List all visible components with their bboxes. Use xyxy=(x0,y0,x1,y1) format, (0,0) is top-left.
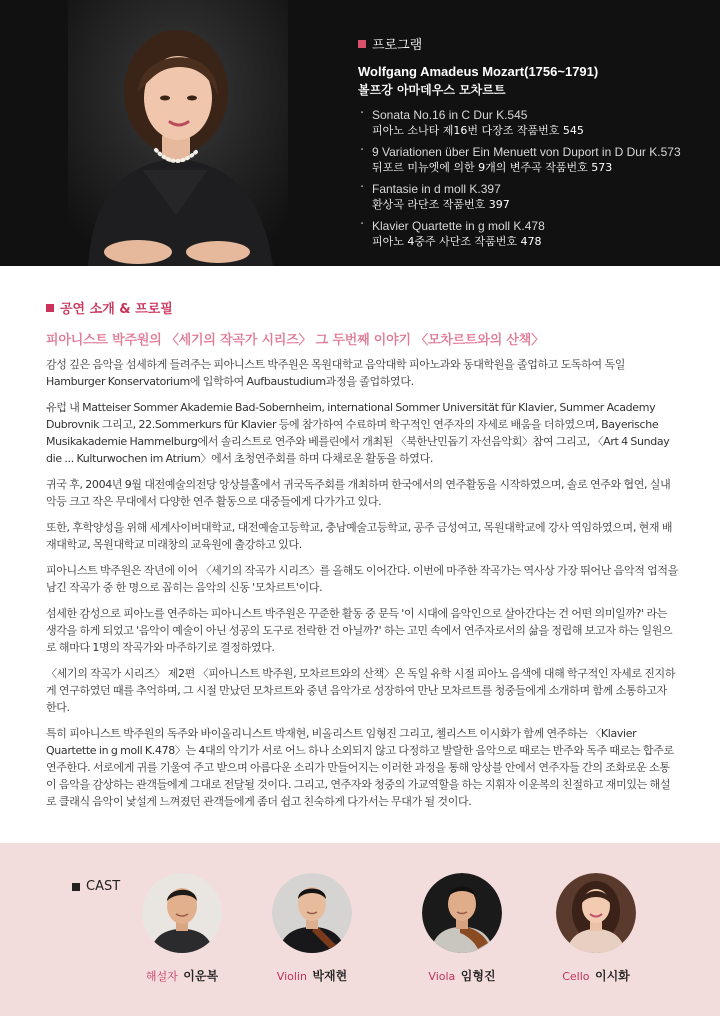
cast-photo xyxy=(142,873,222,953)
cast-role: Violin xyxy=(276,970,307,983)
cast-heading-text: CAST xyxy=(86,879,121,894)
square-bullet-icon xyxy=(72,883,80,891)
program-heading xyxy=(358,34,708,53)
program-heading-text: 프로그램 xyxy=(372,38,423,53)
intro-paragraph: 감성 깊은 음악을 섬세하게 들려주는 피아니스트 박주원은 목원대학교 음악대학 피아노과와 동대학원을 졸업하고 도독하여 독일 Hamburger Konservatorium에 입학하여 Aufbaustudium과정을 졸업하였다. xyxy=(46,358,626,388)
program-work xyxy=(358,144,708,176)
program-work xyxy=(358,107,708,139)
cast-photo xyxy=(272,873,352,953)
intro-paragraph: 또한, 후학양성을 위해 세계사이버대학교, 대전예술고등학교, 충남예술고등학교, 공주 금성여고, 목원대학교에 강사 역임하였으며, 현재 배재대학교, 목원대학교 미래창의 교육원에 출강하고 있다. xyxy=(46,521,673,551)
work-title-ko: 뒤포르 미뉴엣에 의한 9개의 변주곡 작품번호 573 xyxy=(372,161,613,174)
cast-photo xyxy=(422,873,502,953)
cast-label xyxy=(546,967,646,984)
intro-subtitle: 피아니스트 박주원의 〈세기의 작곡가 시리즈〉 그 두번째 이야기 〈모차르트와의 산책〉 xyxy=(46,333,544,348)
intro-paragraph: 유럽 내 Matteiser Sommer Akademie Bad-Sobernheim, international Sommer Universität für Klavier, Summer Academy Dubrovnik 그리고, 22.Sommerkurs für Klavier 등에 참가하여 수료하며 학구적인 연주자의 자세로 배움을 더하였으며, Bayerische Musikakademie Hammelburg에서 솔리스트로 연주와 베를린에서 개최된 〈북한난민돕기 자선음악회〉참여 그리고, 〈Art 4 Sunday die ... Kulturwochen im Atrium〉에서 초청연주회를 하며 다채로운 활동을 하였다. xyxy=(46,401,670,465)
intro-heading-text: 공연 소개 & 프로필 xyxy=(60,302,173,317)
square-bullet-icon xyxy=(46,304,54,312)
cast-section xyxy=(0,843,720,1016)
cast-role: 해설자 xyxy=(145,970,178,983)
cast-role: Viola xyxy=(428,970,456,983)
program-work xyxy=(358,181,708,213)
cast-member xyxy=(546,873,646,984)
work-title-en: · Sonata No.16 in C Dur K.545 xyxy=(372,108,528,122)
program-block xyxy=(358,34,708,255)
composer-name-en: Wolfgang Amadeus Mozart(1756~1791) xyxy=(358,64,599,79)
pianist-portrait xyxy=(68,0,288,266)
square-bullet-icon xyxy=(358,40,366,48)
intro-paragraph: 귀국 후, 2004년 9월 대전예술의전당 앙상블홀에서 귀국독주회를 개최하며 한국에서의 연주활동을 시작하였으며, 솔로 연주와 협연, 실내악등 크고 작은 무대에서 다양한 연주 활동으로 대중들에게 다가가고 있다. xyxy=(46,478,671,508)
cast-label xyxy=(262,967,362,984)
intro-paragraph: 섬세한 감성으로 피아노를 연주하는 피아니스트 박주원은 꾸준한 활동 중 문득 '이 시대에 음악인으로 살아간다는 건 어떤 의미일까?' 라는 생각을 하게 되었고 '음악이 예술이 아닌 성공의 도구로 전락한 건 아닐까?' 하는 고민 속에서 연주자로서의 삶을 정립해 보고자 하는 일원으로 해마다 1명의 작곡가와 마주하기로 결정하였다. xyxy=(46,607,673,654)
intro-paragraph: 〈세기의 작곡가 시리즈〉 제2편 〈피아니스트 박주원, 모차르트와의 산책〉은 독일 유학 시절 피아노 음색에 대해 학구적인 자세로 진지하게 연구하였던 때를 추억하며, 그 시절 만났던 모차르트와 중년 음악가로 성장하여 만난 모차르트를 청중들에게 소개하며 함께 소통하고자 한다. xyxy=(46,667,676,714)
cast-photo xyxy=(556,873,636,953)
cast-role: Cello xyxy=(562,970,590,983)
cast-member xyxy=(132,873,232,984)
work-title-ko: 피아노 소나타 제16번 다장조 작품번호 545 xyxy=(372,124,584,137)
cast-member xyxy=(412,873,512,984)
work-title-ko: 환상곡 라단조 작품번호 397 xyxy=(372,198,510,211)
program-banner xyxy=(0,0,720,266)
work-title-en: · Fantasie in d moll K.397 xyxy=(372,182,501,196)
intro-paragraph: 피아니스트 박주원은 작년에 이어 〈세기의 작곡가 시리즈〉를 올해도 이어간다. 이번에 마주한 작곡가는 역사상 가장 뛰어난 음악적 업적을 남긴 작곡가 중 한 명으로 꼽히는 음악의 신동 '모차르트'이다. xyxy=(46,564,678,594)
cast-heading xyxy=(72,879,120,894)
work-title-en: · Klavier Quartette in g moll K.478 xyxy=(372,219,545,233)
cast-member xyxy=(262,873,362,984)
intro-paragraph: 특히 피아니스트 박주원의 독주와 바이올리니스트 박재현, 비올리스트 임형진 그리고, 첼리스트 이시화가 함께 연주하는 〈Klavier Quartette in g moll K.478〉는 4대의 악기가 서로 어느 하나 소외되지 않고 다정하고 발랄한 음악으로 때로는 반주와 독주 때로는 합주로 연주한다. 서로에게 귀를 기울여 주고 받으며 아름다운 소리가 만들어지는 이러한 과정을 통해 앙상블 안에서 연주자들 간의 조화로운 소통이 음악을 감상하는 관객들에게 그대로 전달될 것이다. 그리고, 연주자와 청중의 가교역할을 하는 지휘자 이운복의 친절하고 재미있는 해설로 클래식 음악이 낯설게 느껴졌던 관객들에게 좀더 쉽고 친숙하게 다가서는 무대가 될 것이다. xyxy=(46,727,674,808)
cast-name: 이시화 xyxy=(595,969,630,983)
cast-name: 이운복 xyxy=(183,969,219,983)
intro-section xyxy=(46,298,678,819)
cast-label xyxy=(412,967,512,984)
cast-name: 임형진 xyxy=(460,969,496,983)
cast-label xyxy=(132,967,232,984)
work-title-ko: 피아노 4중주 사단조 작품번호 478 xyxy=(372,235,542,248)
program-work xyxy=(358,218,708,250)
work-title-en: · 9 Variationen über Ein Menuett von Duport in D Dur K.573 xyxy=(372,145,681,159)
program-works-list xyxy=(358,107,708,250)
cast-name: 박재현 xyxy=(312,969,348,983)
composer-name-ko: 볼프강 아마데우스 모차르트 xyxy=(358,83,506,97)
intro-heading xyxy=(46,298,678,317)
